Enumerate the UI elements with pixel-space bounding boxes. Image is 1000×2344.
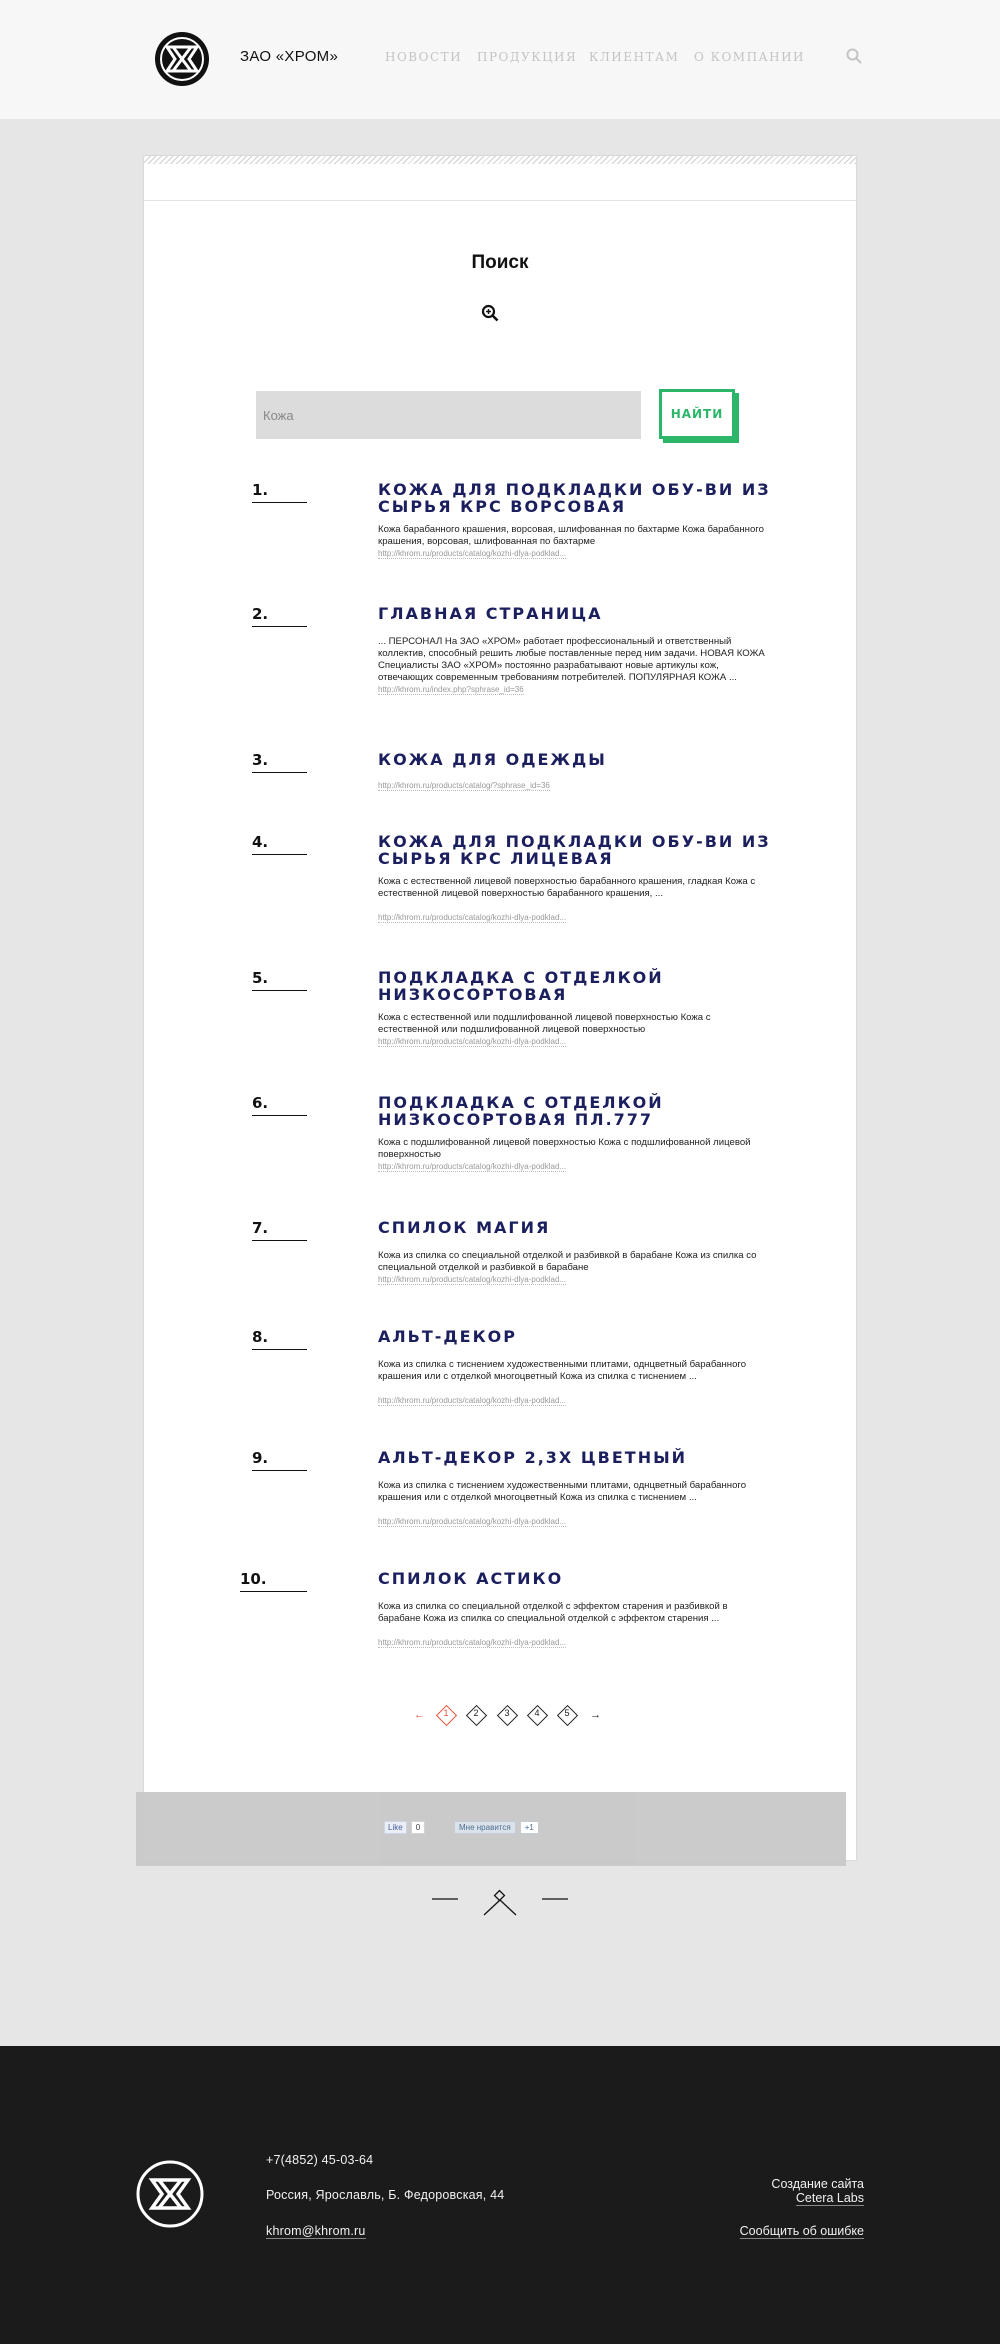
footer-email[interactable]: khrom@khrom.ru	[266, 2224, 366, 2238]
page-link[interactable]	[496, 1704, 518, 1726]
result-title[interactable]: ПОДКЛАДКА С ОТДЕЛКОЙ НИЗКОСОРТОВАЯ ПЛ.777	[378, 1093, 664, 1129]
result-number: 1.	[252, 481, 307, 503]
result-title[interactable]: КОЖА ДЛЯ ОДЕЖДЫ	[378, 750, 607, 769]
result-title[interactable]: ПОДКЛАДКА С ОТДЕЛКОЙ НИЗКОСОРТОВАЯ	[378, 968, 664, 1004]
footer-logo-icon[interactable]	[136, 2160, 204, 2228]
result-snippet: Кожа из спилка с тиснением художественными плитами, однцветный барабанного крашения или с отделкой многоцветный Кожа из спилка с тиснением ...	[378, 1480, 747, 1503]
result-number: 9.	[252, 1449, 307, 1471]
facebook-like[interactable]	[384, 1821, 425, 1835]
logo-icon[interactable]	[153, 30, 211, 88]
result-snippet: ... ПЕРСОНАЛ На ЗАО «ХРОМ» работает профессиональный и ответственный коллектив, способный решить любые поставленные перед ним задачи. НОВАЯ КОЖА Специалисты ЗАО «ХРОМ» постоянно разрабатывают новые артикулы кож, отвечающих современным требованиям потребителей. ПОПУЛЯРНАЯ КОЖА ...	[378, 636, 765, 683]
content-card	[144, 156, 856, 1860]
result-number: 3.	[252, 751, 307, 773]
result-snippet: Кожа с подшлифованной лицевой поверхностью Кожа с подшлифованной лицевой поверхностью	[378, 1137, 751, 1160]
card-divider	[144, 200, 856, 201]
result-url[interactable]: http://khrom.ru/products/catalog/kozhi-dlya-podklad...	[378, 549, 567, 558]
footer-phone: +7(4852) 45-03-64	[266, 2153, 374, 2167]
footer-credit-link[interactable]: Cetera Labs	[795, 2191, 864, 2205]
report-error-link[interactable]: Сообщить об ошибке	[739, 2224, 864, 2238]
pagination-next[interactable]: →	[590, 1709, 601, 1721]
result-url[interactable]: http://khrom.ru/products/catalog/kozhi-dlya-podklad...	[378, 1396, 567, 1405]
nav-about[interactable]: О КОМПАНИИ	[694, 50, 806, 64]
facebook-like-count: 0	[411, 1821, 425, 1834]
page-title: Поиск	[471, 252, 529, 273]
card-pattern	[144, 156, 856, 164]
search-button-wrap	[659, 389, 739, 443]
footer-credit-line1: Создание сайта	[771, 2177, 864, 2191]
result-snippet: Кожа барабанного крашения, ворсовая, шлифованная по бахтарме Кожа барабанного крашения, ворсовая, шлифованная по бахтарме	[378, 524, 764, 547]
page-number: 5	[564, 1708, 570, 1718]
page-number: 3	[504, 1708, 510, 1718]
result-url[interactable]: http://khrom.ru/products/catalog/kozhi-dlya-podklad...	[378, 913, 567, 922]
footer-credit[interactable]	[771, 2177, 864, 2206]
result-title[interactable]: КОЖА ДЛЯ ПОДКЛАДКИ ОБУ-ВИ ИЗ СЫРЬЯ КРС ЛИЦЕВАЯ	[378, 832, 771, 868]
result-snippet: Кожа из спилка с тиснением художественными плитами, однцветный барабанного крашения или с отделкой многоцветный Кожа из спилка с тиснением ...	[378, 1359, 747, 1382]
page-number: 4	[534, 1708, 540, 1718]
nav-clients[interactable]: КЛИЕНТАМ	[589, 50, 680, 64]
site-footer	[0, 2046, 1000, 2344]
result-snippet: Кожа с естественной лицевой поверхностью барабанного крашения, гладкая Кожа с естественной лицевой поверхностью барабанного крашения, ...	[378, 876, 756, 899]
page-number: 2	[473, 1708, 479, 1718]
result-number: 5.	[252, 969, 307, 991]
result-url[interactable]: http://khrom.ru/index.php?sphrase_id=36	[378, 685, 524, 694]
result-url[interactable]: http://khrom.ru/products/catalog/kozhi-dlya-podklad...	[378, 1638, 567, 1647]
result-number: 4.	[252, 833, 307, 855]
result-url[interactable]: http://khrom.ru/products/catalog/kozhi-dlya-podklad...	[378, 1162, 567, 1171]
result-url[interactable]: http://khrom.ru/products/catalog/kozhi-dlya-podklad...	[378, 1517, 567, 1526]
footer-email-wrap	[266, 2224, 366, 2238]
search-input[interactable]	[256, 391, 641, 439]
result-number: 10.	[240, 1570, 307, 1592]
footer-address: Россия, Ярославль, Б. Федоровская, 44	[266, 2188, 505, 2202]
result-url[interactable]: http://khrom.ru/products/catalog/kozhi-dlya-podklad...	[378, 1037, 567, 1046]
vk-like[interactable]	[454, 1821, 539, 1834]
page-number: 1	[443, 1708, 449, 1718]
result-number: 7.	[252, 1219, 307, 1241]
vk-like-button[interactable]: Мне нравится	[454, 1821, 516, 1834]
result-number: 8.	[252, 1328, 307, 1350]
vk-like-count: +1	[520, 1821, 539, 1834]
search-icon[interactable]	[846, 48, 862, 64]
result-title[interactable]: АЛЬТ-ДЕКОР 2,3Х ЦВЕТНЫЙ	[378, 1448, 688, 1467]
nav-products[interactable]: ПРОДУКЦИЯ	[477, 50, 578, 64]
page-link[interactable]	[556, 1704, 578, 1726]
social-bar	[136, 1792, 846, 1866]
facebook-like-button[interactable]: Like	[384, 1821, 407, 1834]
result-title[interactable]: КОЖА ДЛЯ ПОДКЛАДКИ ОБУ-ВИ ИЗ СЫРЬЯ КРС ВОРСОВАЯ	[378, 480, 771, 516]
nav-news[interactable]: НОВОСТИ	[385, 50, 463, 64]
zoom-icon	[481, 304, 499, 322]
result-url[interactable]: http://khrom.ru/products/catalog/kozhi-dlya-podklad...	[378, 1275, 567, 1284]
page-link-current[interactable]	[435, 1704, 457, 1726]
result-number: 6.	[252, 1094, 307, 1116]
result-snippet: Кожа из спилка со специальной отделкой и разбивкой в барабане Кожа из спилка со специальной отделкой и разбивкой в барабане	[378, 1250, 757, 1273]
result-title[interactable]: ГЛАВНАЯ СТРАНИЦА	[378, 604, 603, 623]
search-button[interactable]: НАЙТИ	[659, 389, 735, 439]
brand-name[interactable]: ЗАО «ХРОМ»	[240, 48, 339, 65]
result-snippet: Кожа из спилка со специальной отделкой с эффектом старения и разбивкой в барабане Кожа из спилка со специальной отделкой с эффектом старения ...	[378, 1601, 728, 1624]
result-url[interactable]: http://khrom.ru/products/catalog/?sphrase_id=36	[378, 781, 550, 790]
site-header	[0, 0, 1000, 119]
result-title[interactable]: АЛЬТ-ДЕКОР	[378, 1327, 518, 1346]
page-link[interactable]	[526, 1704, 548, 1726]
result-number: 2.	[252, 605, 307, 627]
ornament-divider-icon	[432, 1887, 568, 1917]
pagination-prev[interactable]: ←	[414, 1709, 425, 1721]
result-title[interactable]: СПИЛОК МАГИЯ	[378, 1218, 551, 1237]
result-title[interactable]: СПИЛОК АСТИКО	[378, 1569, 564, 1588]
result-snippet: Кожа с естественной или подшлифованной лицевой поверхностью Кожа с естественной или подшлифованной лицевой поверхностью	[378, 1012, 711, 1035]
page-link[interactable]	[465, 1704, 487, 1726]
